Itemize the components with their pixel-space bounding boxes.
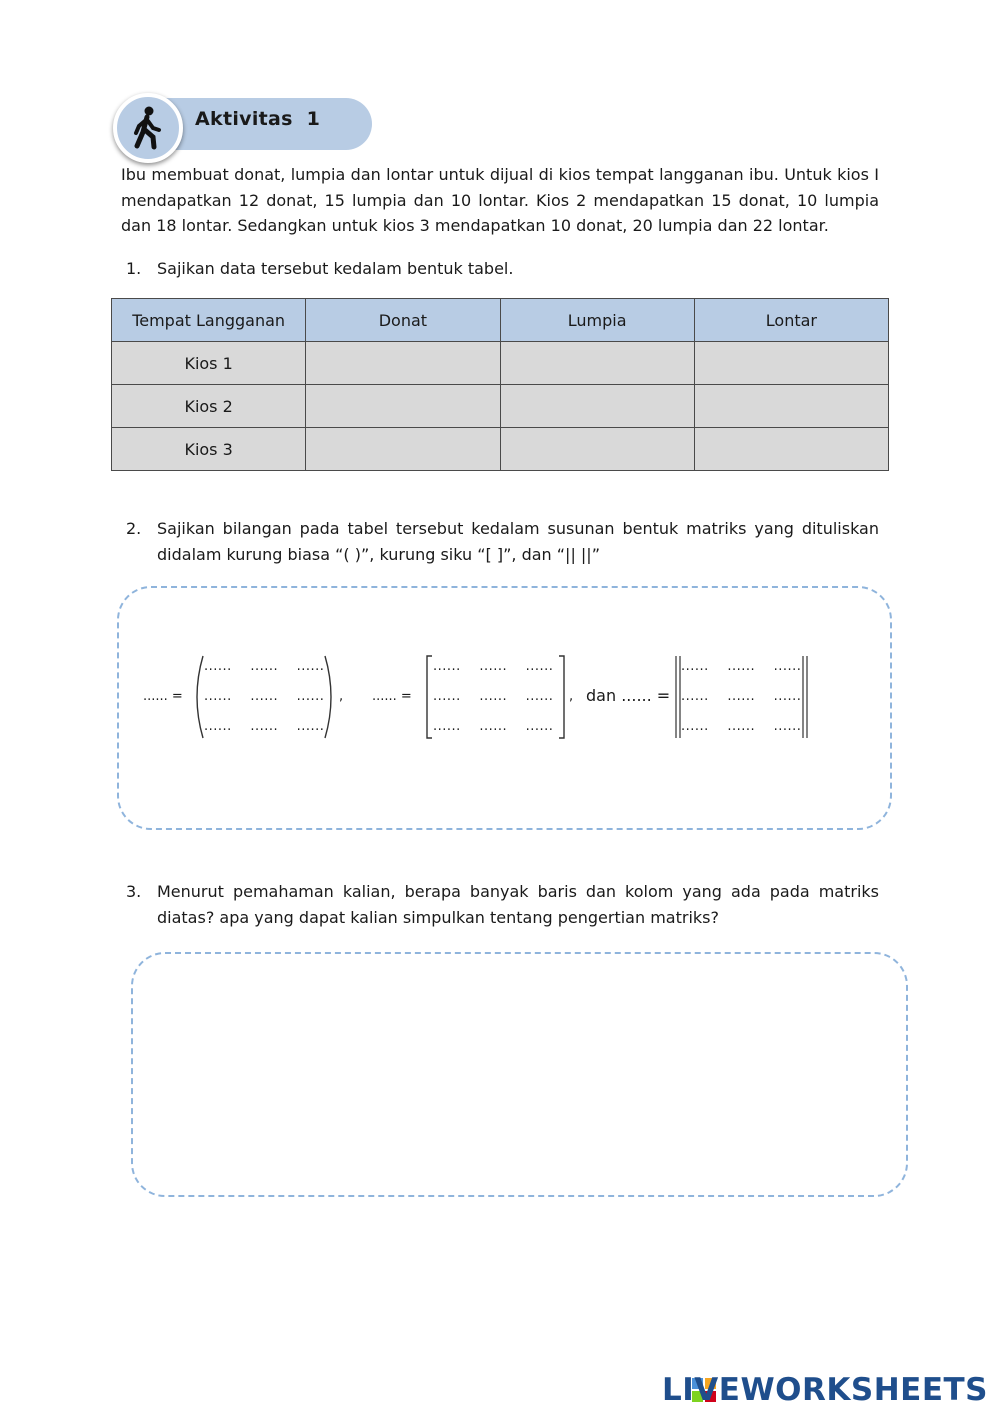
table-header: Lontar	[694, 299, 888, 342]
table-header-row	[112, 299, 889, 342]
liveworksheets-brand: LIVEWORKSHEETS	[662, 1372, 988, 1408]
answer-cell[interactable]	[306, 385, 500, 428]
question-3-number: 3.	[126, 882, 142, 901]
matrix-2-label[interactable]: ...... =	[372, 689, 412, 704]
row-label: Kios 2	[112, 385, 306, 428]
answer-cell[interactable]	[694, 342, 888, 385]
matrix-1-label[interactable]: ...... =	[143, 689, 183, 704]
matrix-3-row[interactable]: ...... ...... ......	[681, 689, 802, 704]
matrix-2-row[interactable]: ...... ...... ......	[433, 719, 554, 734]
matrix-3-label[interactable]: dan ...... =	[586, 686, 671, 705]
matrix-2-comma: ,	[569, 689, 574, 704]
table-row	[112, 428, 889, 471]
matrix-2-row[interactable]: ...... ...... ......	[433, 689, 554, 704]
row-label: Kios 1	[112, 342, 306, 385]
question-2-number: 2.	[126, 519, 142, 538]
table-header: Tempat Langganan	[112, 299, 306, 342]
matrix-1-row[interactable]: ...... ...... ......	[204, 719, 325, 734]
answer-cell[interactable]	[694, 428, 888, 471]
matrix-1-row[interactable]: ...... ...... ......	[204, 659, 325, 674]
data-table	[111, 298, 889, 471]
answer-cell[interactable]	[694, 385, 888, 428]
answer-cell[interactable]	[306, 342, 500, 385]
answer-cell[interactable]	[500, 428, 694, 471]
walking-person-icon	[113, 93, 183, 163]
matrix-1-row[interactable]: ...... ...... ......	[204, 689, 325, 704]
question-2-text: Sajikan bilangan pada tabel tersebut kedalam susunan bentuk matriks yang dituliskan didalam kurung biasa “( )”, kurung siku “[ ]”, dan “|| ||”	[157, 519, 879, 564]
activity-title: Aktivitas 1	[195, 108, 321, 130]
row-label: Kios 3	[112, 428, 306, 471]
matrix-2-row[interactable]: ...... ...... ......	[433, 659, 554, 674]
matrix-1-comma: ,	[339, 689, 344, 704]
question-1-text: Sajikan data tersebut kedalam bentuk tabel.	[157, 259, 514, 278]
table-header: Donat	[306, 299, 500, 342]
answer-cell[interactable]	[306, 428, 500, 471]
table-header: Lumpia	[500, 299, 694, 342]
answer-area-box[interactable]	[131, 952, 908, 1197]
matrix-3-row[interactable]: ...... ...... ......	[681, 659, 802, 674]
table-row	[112, 342, 889, 385]
question-1-number: 1.	[126, 259, 142, 278]
matrix-3-row[interactable]: ...... ...... ......	[681, 719, 802, 734]
answer-cell[interactable]	[500, 385, 694, 428]
intro-paragraph: Ibu membuat donat, lumpia dan lontar untuk dijual di kios tempat langganan ibu. Untuk kios I mendapatkan 12 donat, 15 lumpia dan 10 lontar. Kios 2 mendapatkan 15 donat, 10 lumpia dan 18 lontar. Sedangkan untuk kios 3 mendapatkan 10 donat, 20 lumpia dan 22 lontar.	[121, 165, 879, 235]
table-row	[112, 385, 889, 428]
question-3-text: Menurut pemahaman kalian, berapa banyak baris dan kolom yang ada pada matriks diatas? apa yang dapat kalian simpulkan tentang pengertian matriks?	[157, 882, 879, 927]
answer-cell[interactable]	[500, 342, 694, 385]
